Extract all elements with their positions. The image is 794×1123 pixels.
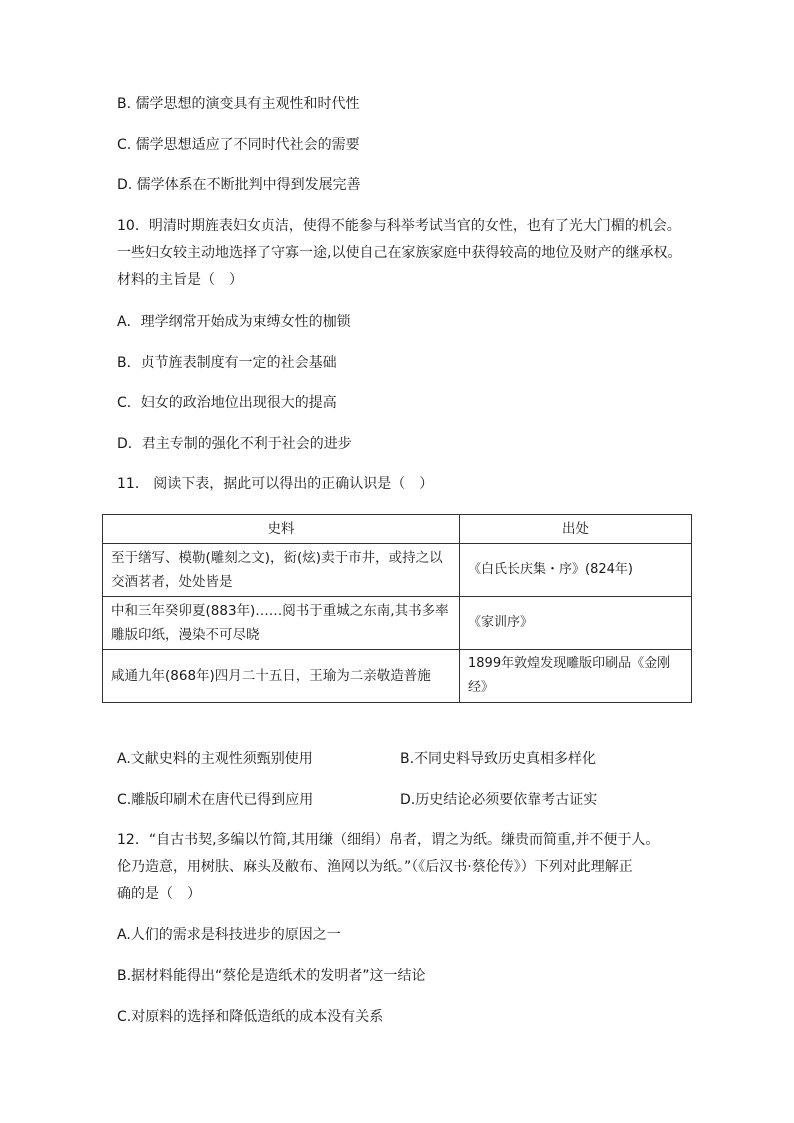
q11-option-a: A.文献史料的主观性须甄别使用 bbox=[117, 751, 313, 767]
table-header-cell: 史料 bbox=[103, 515, 460, 544]
q12-stem-line3: 确的是（ ） bbox=[117, 886, 201, 902]
q10-stem-line1: 10．明清时期旌表妇女贞洁，使得不能参与科举考试当官的女性，也有了光大门楣的机会。 bbox=[117, 218, 681, 234]
table-row bbox=[103, 597, 692, 650]
q9-option-d: D. 儒学体系在不断批判中得到发展完善 bbox=[117, 177, 361, 193]
q9-option-c: C. 儒学思想适应了不同时代社会的需要 bbox=[117, 137, 360, 153]
q10-option-b: B．贞节旌表制度有一定的社会基础 bbox=[117, 355, 337, 371]
q12-stem-line2: 伦乃造意，用树肤、麻头及敝布、渔网以为纸。”（《后汉书·蔡伦传》）下列对此理解正 bbox=[117, 859, 633, 875]
q10-option-c: C．妇女的政治地位出现很大的提高 bbox=[117, 395, 337, 411]
table-row bbox=[103, 650, 692, 703]
table-row bbox=[103, 544, 692, 597]
table-cell: 1899年敦煌发现雕版印刷品《金刚经》 bbox=[460, 650, 692, 703]
q12-option-c: C.对原料的选择和降低造纸的成本没有关系 bbox=[117, 1009, 384, 1025]
q11-option-d: D.历史结论必须要依靠考古证实 bbox=[400, 792, 598, 808]
q11-option-b: B.不同史料导致历史真相多样化 bbox=[400, 751, 597, 767]
table-cell: 至于缮写、模勒(雕刻之文)，衒(炫)卖于市井，或持之以交酒茗者，处处皆是 bbox=[103, 544, 460, 597]
source-table bbox=[102, 514, 692, 703]
table-header-cell: 出处 bbox=[460, 515, 692, 544]
q12-stem-line1: 12．“自古书契,多编以竹简,其用缣（细绢）帛者，谓之为纸。缣贵而简重,并不便于人。 bbox=[117, 832, 660, 848]
q12-option-b: B.据材料能得出“蔡伦是造纸术的发明者”这一结论 bbox=[117, 968, 426, 984]
q9-option-b: B. 儒学思想的演变具有主观性和时代性 bbox=[117, 96, 360, 112]
table-header-row bbox=[103, 515, 692, 544]
q10-option-d: D．君主专制的强化不利于社会的进步 bbox=[117, 436, 352, 452]
q10-stem-line3: 材料的主旨是（ ） bbox=[117, 272, 243, 288]
table-cell: 中和三年癸卯夏(883年)……阅书于重城之东南,其书多率雕版印纸，漫染不可尽晓 bbox=[103, 597, 460, 650]
q12-option-a: A.人们的需求是科技进步的原因之一 bbox=[117, 927, 341, 943]
table-cell: 《家训序》 bbox=[460, 597, 692, 650]
table-cell: 《白氏长庆集・序》(824年) bbox=[460, 544, 692, 597]
q10-stem-line2: 一些妇女较主动地选择了守寡一途,以使自己在家族家庭中获得较高的地位及财产的继承权。 bbox=[117, 245, 682, 261]
table-cell: 咸通九年(868年)四月二十五日，王瑜为二亲敬造普施 bbox=[103, 650, 460, 703]
q10-option-a: A．理学纲常开始成为束缚女性的枷锁 bbox=[117, 314, 351, 330]
q11-option-c: C.雕版印刷术在唐代已得到应用 bbox=[117, 792, 314, 808]
q11-stem: 11． 阅读下表，据此可以得出的正确认识是（ ） bbox=[117, 476, 434, 492]
